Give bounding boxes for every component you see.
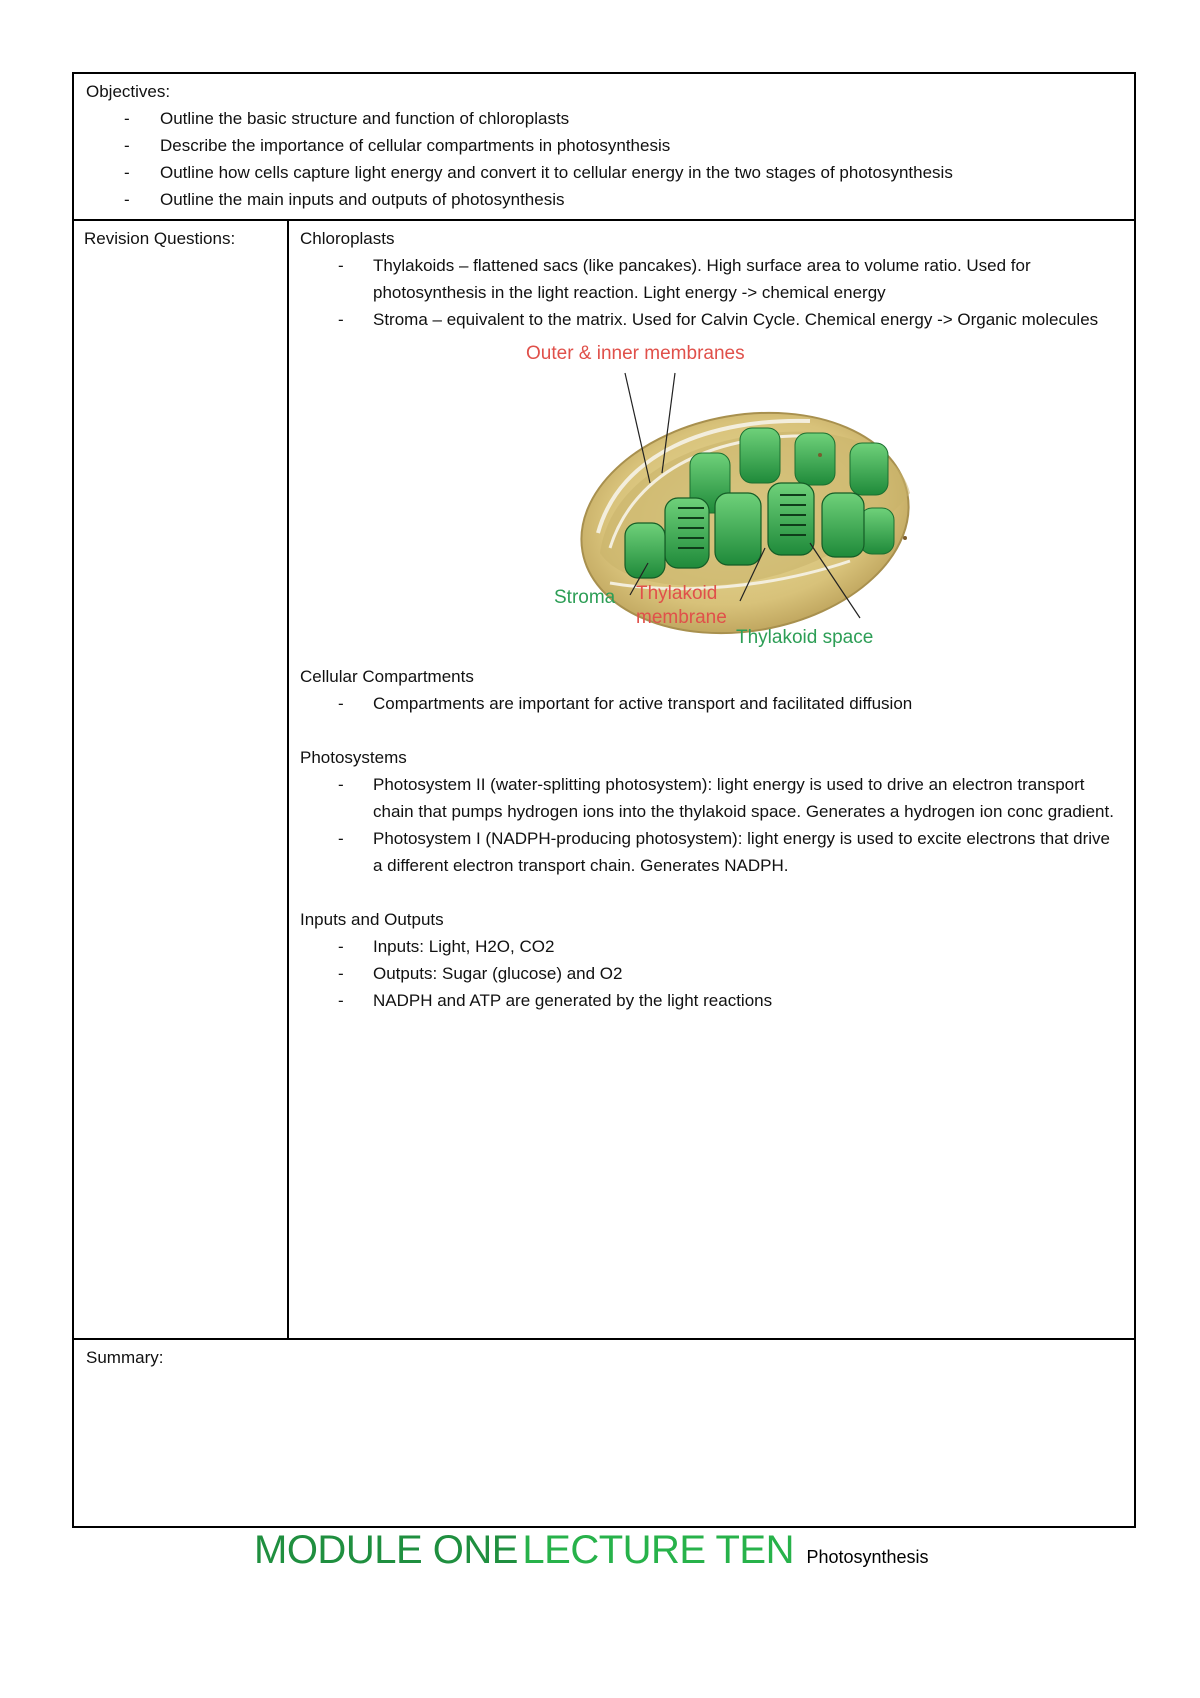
footer-module: MODULE ONE: [254, 1528, 518, 1572]
summary-label: Summary:: [86, 1348, 164, 1367]
list-item: - NADPH and ATP are generated by the light reactions: [300, 987, 1122, 1014]
label-stroma: Stroma: [554, 587, 616, 608]
list-item: - Photosystem II (water-splitting photosystem): light energy is used to drive an electron transport chain that pumps hydrogen ions into the thylakoid space. Generates a hydrogen ion conc gradient.: [300, 771, 1122, 825]
notes-table: [72, 72, 1136, 1528]
objectives-row: [74, 74, 1134, 221]
list-item: - Stroma – equivalent to the matrix. Used for Calvin Cycle. Chemical energy -> Organic molecules: [300, 306, 1122, 333]
compartments-list: [300, 690, 1122, 717]
revision-row: [74, 221, 1134, 1340]
inputs-outputs-list: [300, 933, 1122, 1014]
label-outer-inner-membranes: Outer & inner membranes: [526, 343, 745, 364]
list-item: - Photosystem I (NADPH-producing photosystem): light energy is used to excite electrons that drive a different electron transport chain. Generates NADPH.: [300, 825, 1122, 879]
summary-row: [74, 1340, 1134, 1526]
list-item: - Outputs: Sugar (glucose) and O2: [300, 960, 1122, 987]
photosystems-list: [300, 771, 1122, 879]
revision-label: Revision Questions:: [74, 221, 289, 1338]
list-item: - Describe the importance of cellular compartments in photosynthesis: [86, 132, 1124, 159]
label-thylakoid-space: Thylakoid space: [736, 627, 874, 648]
label-thylakoid-membrane-2: membrane: [636, 607, 727, 628]
chloroplast-illustration: [450, 333, 1070, 663]
list-item: - Inputs: Light, H2O, CO2: [300, 933, 1122, 960]
label-thylakoid-membrane-1: Thylakoid: [636, 583, 718, 604]
footer-topic: Photosynthesis: [806, 1547, 929, 1567]
list-item: - Thylakoids – flattened sacs (like pancakes). High surface area to volume ratio. Used for photosynthesis in the light reaction. Light energy -> chemical energy: [300, 252, 1122, 306]
list-item: - Outline the basic structure and function of chloroplasts: [86, 105, 1124, 132]
footer-lecture: LECTURE TEN: [522, 1528, 794, 1572]
revision-content: [289, 221, 1134, 1338]
chloroplasts-list: [300, 252, 1122, 333]
chloroplast-diagram: [300, 333, 874, 663]
objectives-label: Objectives:: [86, 82, 171, 101]
list-item: - Outline how cells capture light energy and convert it to cellular energy in the two stages of photosynthesis: [86, 159, 1124, 186]
section-title-photosystems: Photosystems: [300, 748, 407, 767]
section-title-compartments: Cellular Compartments: [300, 667, 474, 686]
section-title-chloroplasts: Chloroplasts: [300, 229, 395, 248]
list-item: - Outline the main inputs and outputs of photosynthesis: [86, 186, 1124, 213]
page-footer: [254, 1528, 929, 1573]
section-title-inputs-outputs: Inputs and Outputs: [300, 910, 444, 929]
objectives-list: [86, 105, 1124, 213]
list-item: - Compartments are important for active transport and facilitated diffusion: [300, 690, 1122, 717]
